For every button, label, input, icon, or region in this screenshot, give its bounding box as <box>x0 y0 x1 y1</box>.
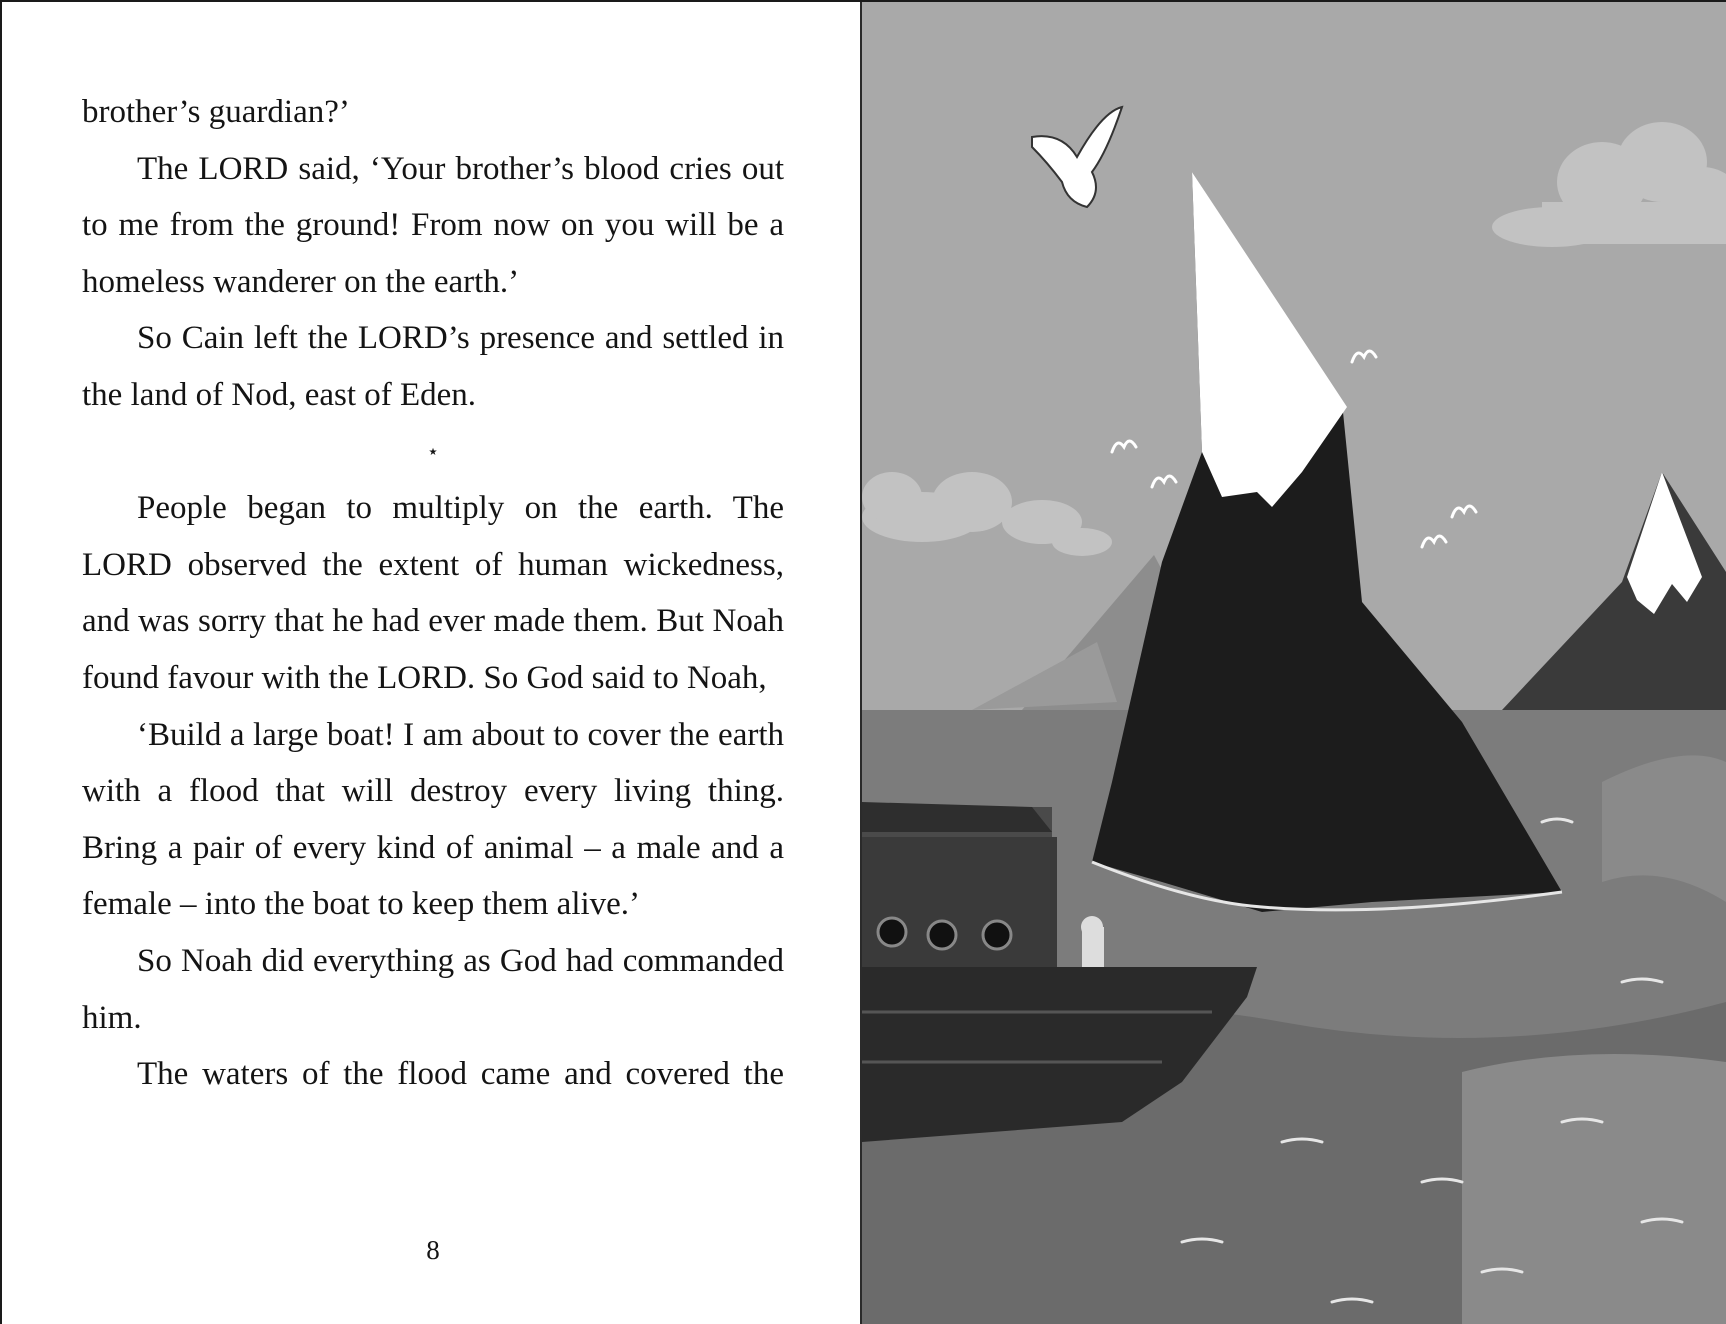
paragraph: So Cain left the LORD’s presence and settled in the land of Nod, east of Eden. <box>82 320 784 413</box>
section-break-star-icon: ⋆ <box>426 440 440 463</box>
paragraph: brother’s guardian?’ <box>82 94 350 130</box>
paragraph: The LORD said, ‘Your brother’s blood cries out to me from the ground! From now on you will be a homeless wanderer on the earth.’ <box>82 150 784 300</box>
page-number: 8 <box>426 1235 440 1265</box>
text-block <box>82 84 784 1103</box>
paragraph: So Noah did everything as God had commanded him. <box>82 942 784 1036</box>
paragraph: People began to multiply on the earth. The LORD observed the extent of human wickedness, and was sorry that he had ever made them. But Noah found favour with the LORD. So God said to Noah, <box>82 490 784 696</box>
paragraph: ‘Build a large boat! I am about to cover the earth with a flood that will destroy every living thing. Bring a pair of every kind of animal – a male and a female – into the boat to keep them alive.’ <box>82 716 784 923</box>
illustration-page <box>862 2 1726 1324</box>
noah-ark-flood-illustration-icon <box>862 2 1726 1324</box>
text-page <box>0 2 862 1324</box>
paragraph: The waters of the flood came and covered the <box>137 1056 784 1093</box>
